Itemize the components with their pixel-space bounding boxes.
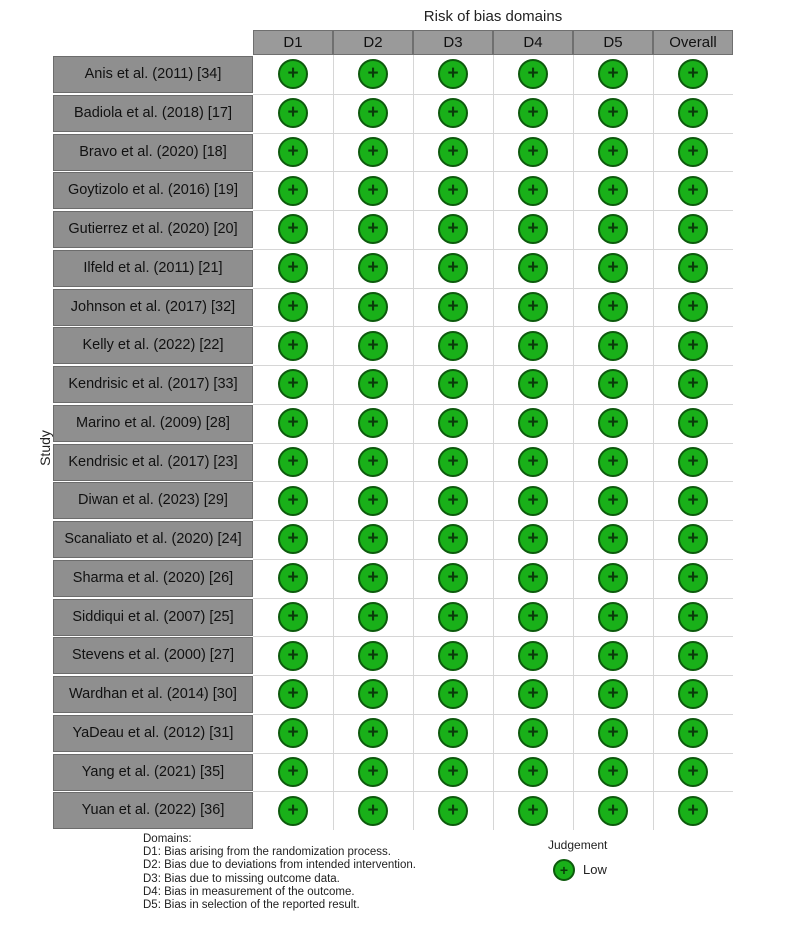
judgement-marker-overall-icon: + — [678, 796, 708, 826]
grid-row-divider — [253, 443, 733, 444]
judgement-marker-d1-icon: + — [278, 408, 308, 438]
domain-header-d1: D1 — [253, 30, 333, 55]
study-label: Ilfeld et al. (2011) [21] — [53, 250, 253, 287]
judgement-marker-d4-icon: + — [518, 253, 548, 283]
judgement-marker-d2-icon: + — [358, 641, 388, 671]
judgement-marker-d2-icon: + — [358, 214, 388, 244]
judgement-marker-d4-icon: + — [518, 447, 548, 477]
judgement-marker-d1-icon: + — [278, 641, 308, 671]
judgement-marker-overall-icon: + — [678, 447, 708, 477]
judgement-marker-d5-icon: + — [598, 602, 628, 632]
judgement-marker-d3-icon: + — [438, 524, 468, 554]
grid-row-divider — [253, 326, 733, 327]
study-label: Yuan et al. (2022) [36] — [53, 792, 253, 829]
study-label: Kelly et al. (2022) [22] — [53, 327, 253, 364]
grid-row-divider — [253, 520, 733, 521]
grid-row-divider — [253, 714, 733, 715]
grid-row-divider — [253, 481, 733, 482]
judgement-marker-d3-icon: + — [438, 331, 468, 361]
judgement-marker-d1-icon: + — [278, 679, 308, 709]
judgement-marker-d1-icon: + — [278, 563, 308, 593]
grid-row-divider — [253, 171, 733, 172]
grid-row-divider — [253, 133, 733, 134]
domain-description-d4: D4: Bias in measurement of the outcome. — [143, 885, 355, 898]
judgement-marker-d4-icon: + — [518, 331, 548, 361]
judgement-marker-d5-icon: + — [598, 214, 628, 244]
study-label: Marino et al. (2009) [28] — [53, 405, 253, 442]
grid-row-divider — [253, 559, 733, 560]
study-label: Diwan et al. (2023) [29] — [53, 482, 253, 519]
study-label: Anis et al. (2011) [34] — [53, 56, 253, 93]
judgement-marker-d4-icon: + — [518, 408, 548, 438]
judgement-marker-d4-icon: + — [518, 137, 548, 167]
grid-row-divider — [253, 675, 733, 676]
judgement-marker-d5-icon: + — [598, 331, 628, 361]
judgement-marker-overall-icon: + — [678, 214, 708, 244]
grid-row-divider — [253, 636, 733, 637]
grid-row-divider — [253, 753, 733, 754]
domain-header-d2: D2 — [333, 30, 413, 55]
judgement-marker-d4-icon: + — [518, 176, 548, 206]
judgement-marker-d5-icon: + — [598, 563, 628, 593]
judgement-marker-d1-icon: + — [278, 176, 308, 206]
judgement-marker-overall-icon: + — [678, 176, 708, 206]
judgement-marker-d1-icon: + — [278, 486, 308, 516]
judgement-marker-d2-icon: + — [358, 602, 388, 632]
domain-description-d5: D5: Bias in selection of the reported result. — [143, 899, 360, 912]
judgement-marker-d3-icon: + — [438, 757, 468, 787]
judgement-marker-d5-icon: + — [598, 796, 628, 826]
judgement-marker-d3-icon: + — [438, 408, 468, 438]
judgement-marker-d5-icon: + — [598, 679, 628, 709]
judgement-marker-d3-icon: + — [438, 602, 468, 632]
judgement-marker-d5-icon: + — [598, 641, 628, 671]
judgement-marker-d3-icon: + — [438, 176, 468, 206]
judgement-marker-d3-icon: + — [438, 563, 468, 593]
judgement-marker-d2-icon: + — [358, 524, 388, 554]
judgement-marker-d3-icon: + — [438, 718, 468, 748]
judgement-marker-d4-icon: + — [518, 214, 548, 244]
study-label: Bravo et al. (2020) [18] — [53, 134, 253, 171]
judgement-marker-d4-icon: + — [518, 98, 548, 128]
judgement-marker-overall-icon: + — [678, 486, 708, 516]
judgement-marker-d5-icon: + — [598, 292, 628, 322]
domains-legend — [143, 833, 416, 912]
domain-header-d3: D3 — [413, 30, 493, 55]
judgement-marker-overall-icon: + — [678, 59, 708, 89]
judgement-marker-d1-icon: + — [278, 214, 308, 244]
judgement-marker-d3-icon: + — [438, 98, 468, 128]
judgement-marker-d2-icon: + — [358, 98, 388, 128]
judgement-marker-d2-icon: + — [358, 331, 388, 361]
judgement-marker-d3-icon: + — [438, 214, 468, 244]
judgement-marker-overall-icon: + — [678, 253, 708, 283]
domain-header-overall: Overall — [653, 30, 733, 55]
study-label: Gutierrez et al. (2020) [20] — [53, 211, 253, 248]
study-label: YaDeau et al. (2012) [31] — [53, 715, 253, 752]
judgement-marker-d1-icon: + — [278, 796, 308, 826]
judgement-marker-d3-icon: + — [438, 679, 468, 709]
judgement-marker-d5-icon: + — [598, 176, 628, 206]
judgement-marker-d4-icon: + — [518, 796, 548, 826]
judgement-marker-d4-icon: + — [518, 563, 548, 593]
judgement-marker-overall-icon: + — [678, 369, 708, 399]
judgement-marker-overall-icon: + — [678, 718, 708, 748]
judgement-legend-title: Judgement — [548, 838, 608, 852]
judgement-marker-d5-icon: + — [598, 98, 628, 128]
grid-row-divider — [253, 365, 733, 366]
judgement-marker-overall-icon: + — [678, 98, 708, 128]
judgement-marker-d1-icon: + — [278, 369, 308, 399]
judgement-marker-d2-icon: + — [358, 679, 388, 709]
judgement-marker-d1-icon: + — [278, 331, 308, 361]
judgement-marker-d4-icon: + — [518, 602, 548, 632]
study-label: Stevens et al. (2000) [27] — [53, 637, 253, 674]
judgement-marker-overall-icon: + — [678, 524, 708, 554]
judgement-marker-d3-icon: + — [438, 292, 468, 322]
judgement-marker-d3-icon: + — [438, 369, 468, 399]
judgement-marker-d1-icon: + — [278, 137, 308, 167]
judgement-marker-overall-icon: + — [678, 331, 708, 361]
judgement-marker-d3-icon: + — [438, 796, 468, 826]
judgement-marker-d4-icon: + — [518, 369, 548, 399]
judgement-marker-d2-icon: + — [358, 137, 388, 167]
judgement-marker-d2-icon: + — [358, 718, 388, 748]
judgement-marker-d5-icon: + — [598, 757, 628, 787]
judgement-marker-d5-icon: + — [598, 369, 628, 399]
judgement-marker-d5-icon: + — [598, 718, 628, 748]
y-axis-label: Study — [37, 430, 53, 466]
grid-row-divider — [253, 249, 733, 250]
study-label: Kendrisic et al. (2017) [23] — [53, 444, 253, 481]
grid-row-divider — [253, 598, 733, 599]
domain-header-d5: D5 — [573, 30, 653, 55]
judgement-marker-overall-icon: + — [678, 408, 708, 438]
legend-low-marker-icon: + — [553, 859, 575, 881]
chart-title: Risk of bias domains — [423, 8, 563, 25]
judgement-marker-d2-icon: + — [358, 486, 388, 516]
study-label: Yang et al. (2021) [35] — [53, 754, 253, 791]
judgement-marker-d5-icon: + — [598, 408, 628, 438]
judgement-marker-d2-icon: + — [358, 757, 388, 787]
study-label: Scanaliato et al. (2020) [24] — [53, 521, 253, 558]
judgement-marker-d1-icon: + — [278, 757, 308, 787]
judgement-marker-d4-icon: + — [518, 718, 548, 748]
judgement-marker-d5-icon: + — [598, 447, 628, 477]
judgement-marker-overall-icon: + — [678, 679, 708, 709]
study-label: Siddiqui et al. (2007) [25] — [53, 599, 253, 636]
judgement-marker-d1-icon: + — [278, 59, 308, 89]
judgement-marker-d3-icon: + — [438, 253, 468, 283]
judgement-marker-d4-icon: + — [518, 292, 548, 322]
judgement-marker-d2-icon: + — [358, 796, 388, 826]
judgement-marker-d4-icon: + — [518, 757, 548, 787]
judgement-marker-overall-icon: + — [678, 137, 708, 167]
judgement-marker-d2-icon: + — [358, 253, 388, 283]
judgement-marker-d1-icon: + — [278, 602, 308, 632]
study-label: Sharma et al. (2020) [26] — [53, 560, 253, 597]
study-label: Kendrisic et al. (2017) [33] — [53, 366, 253, 403]
judgement-marker-d2-icon: + — [358, 447, 388, 477]
grid-row-divider — [253, 404, 733, 405]
judgement-marker-d2-icon: + — [358, 292, 388, 322]
judgement-marker-overall-icon: + — [678, 641, 708, 671]
judgement-marker-d1-icon: + — [278, 98, 308, 128]
study-label: Wardhan et al. (2014) [30] — [53, 676, 253, 713]
judgement-marker-d2-icon: + — [358, 59, 388, 89]
judgement-marker-d3-icon: + — [438, 641, 468, 671]
judgement-marker-d2-icon: + — [358, 408, 388, 438]
grid-row-divider — [253, 791, 733, 792]
judgement-marker-overall-icon: + — [678, 602, 708, 632]
domain-description-d1: D1: Bias arising from the randomization process. — [143, 846, 391, 859]
study-label: Badiola et al. (2018) [17] — [53, 95, 253, 132]
domain-description-d2: D2: Bias due to deviations from intended intervention. — [143, 859, 416, 872]
judgement-marker-d1-icon: + — [278, 292, 308, 322]
judgement-marker-d1-icon: + — [278, 253, 308, 283]
domains-legend-title: Domains: — [143, 833, 192, 845]
judgement-marker-d5-icon: + — [598, 59, 628, 89]
judgement-marker-d5-icon: + — [598, 524, 628, 554]
judgement-marker-d2-icon: + — [358, 176, 388, 206]
judgement-marker-d5-icon: + — [598, 253, 628, 283]
grid-row-divider — [253, 288, 733, 289]
judgement-marker-d1-icon: + — [278, 447, 308, 477]
study-label: Johnson et al. (2017) [32] — [53, 289, 253, 326]
judgement-marker-overall-icon: + — [678, 757, 708, 787]
judgement-marker-d3-icon: + — [438, 59, 468, 89]
grid-row-divider — [253, 94, 733, 95]
judgement-marker-d1-icon: + — [278, 718, 308, 748]
study-label: Goytizolo et al. (2016) [19] — [53, 172, 253, 209]
judgement-marker-d3-icon: + — [438, 486, 468, 516]
grid-row-divider — [253, 210, 733, 211]
judgement-marker-d2-icon: + — [358, 563, 388, 593]
judgement-marker-d4-icon: + — [518, 524, 548, 554]
judgement-marker-d4-icon: + — [518, 59, 548, 89]
judgement-marker-d3-icon: + — [438, 447, 468, 477]
legend-low-label: Low — [583, 862, 607, 877]
judgement-marker-d4-icon: + — [518, 679, 548, 709]
judgement-marker-d3-icon: + — [438, 137, 468, 167]
domain-description-d3: D3: Bias due to missing outcome data. — [143, 872, 340, 885]
judgement-marker-d2-icon: + — [358, 369, 388, 399]
judgement-marker-overall-icon: + — [678, 292, 708, 322]
judgement-marker-d4-icon: + — [518, 641, 548, 671]
judgement-marker-d5-icon: + — [598, 486, 628, 516]
domain-header-d4: D4 — [493, 30, 573, 55]
judgement-marker-overall-icon: + — [678, 563, 708, 593]
judgement-marker-d1-icon: + — [278, 524, 308, 554]
judgement-marker-d4-icon: + — [518, 486, 548, 516]
judgement-marker-d5-icon: + — [598, 137, 628, 167]
